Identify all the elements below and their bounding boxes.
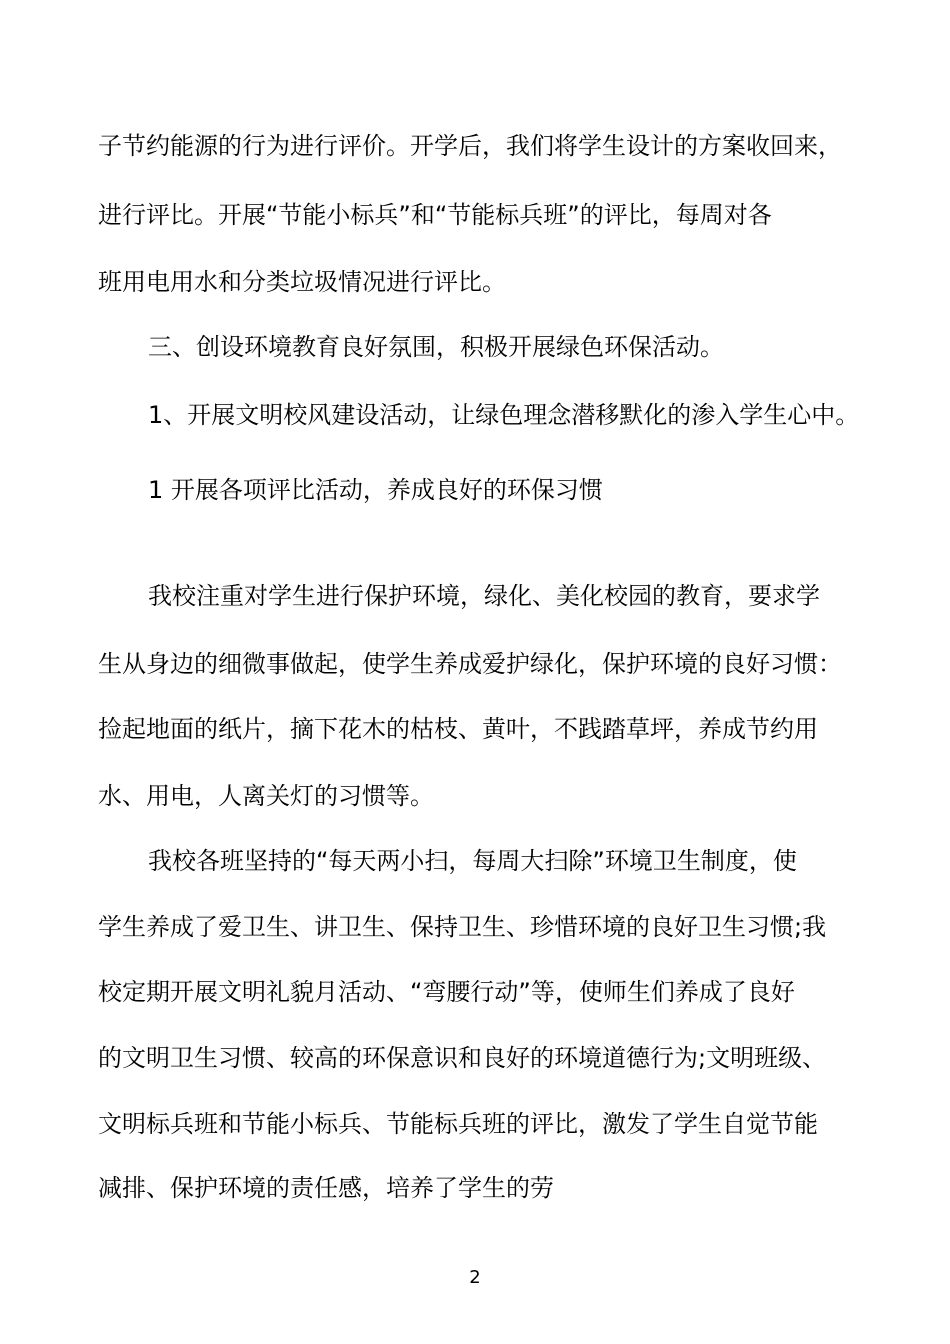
- text-line: 学生养成了爱卫生、讲卫生、保持卫生、珍惜环境的良好卫生习惯;我: [98, 913, 827, 941]
- text-line: 班用电用水和分类垃圾情况进行评比。: [98, 268, 506, 296]
- section-heading: 三、创设环境教育良好氛围，积极开展绿色环保活动。: [148, 333, 724, 361]
- text-line: 进行评比。开展“节能小标兵”和“节能标兵班”的评比，每周对各: [98, 201, 772, 229]
- text-line: 校定期开展文明礼貌月活动、“弯腰行动”等，使师生们养成了良好: [98, 978, 795, 1006]
- page-number: 2: [469, 1267, 481, 1288]
- text-line: 生从身边的细微事做起，使学生养成爱护绿化，保护环境的良好习惯：: [98, 650, 842, 678]
- text-line: 的文明卫生习惯、较高的环保意识和良好的环境道德行为;文明班级、: [98, 1044, 827, 1072]
- text-line: 水、用电，人离关灯的习惯等。: [98, 782, 434, 810]
- text-line: 我校注重对学生进行保护环境，绿化、美化校园的教育，要求学: [148, 582, 820, 610]
- subsection-heading: 1、开展文明校风建设活动，让绿色理念潜移默化的渗入学生心中。: [148, 401, 860, 429]
- text-line: 我校各班坚持的“每天两小扫，每周大扫除”环境卫生制度，使: [148, 847, 797, 875]
- text-line: 子节约能源的行为进行评价。开学后，我们将学生设计的方案收回来，: [98, 132, 842, 160]
- text-line: 减排、保护环境的责任感，培养了学生的劳: [98, 1174, 554, 1202]
- text-line: 捡起地面的纸片，摘下花木的枯枝、黄叶，不践踏草坪，养成节约用: [98, 715, 818, 743]
- text-line: 文明标兵班和节能小标兵、节能标兵班的评比，激发了学生自觉节能: [98, 1110, 818, 1138]
- subsection-heading: 1 开展各项评比活动，养成良好的环保习惯: [148, 476, 603, 504]
